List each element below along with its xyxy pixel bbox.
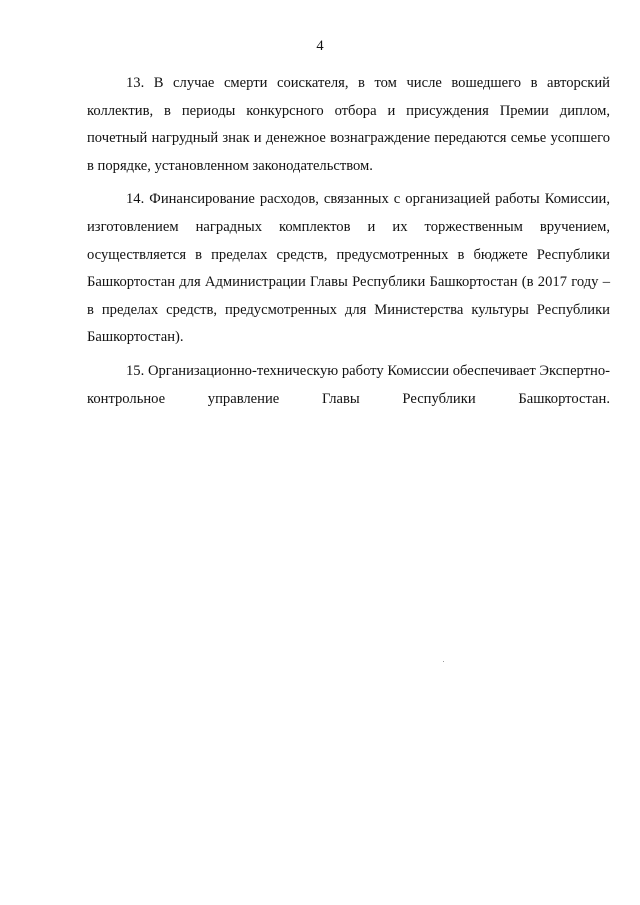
paragraph-15: 15. Организационно-техническую работу Комиссии обеспечивает Экспертно-контрольное управление Главы Республики Башкортостан. <box>87 362 610 407</box>
document-body <box>87 70 610 419</box>
paragraph-13: 13. В случае смерти соискателя, в том числе вошедшего в авторский коллектив, в периоды конкурсного отбора и присуждения Премии диплом, почетный нагрудный знак и денежное вознаграждение передаются семье усопшего в порядке, установленном законодательством. <box>87 75 610 174</box>
paragraph-14: 14. Финансирование расходов, связанных с организацией работы Комиссии, изготовлением наградных комплектов и их торжественным вручением, осуществляется в пределах средств, предусмотренных в бюджете Республики Башкортостан для Администрации Главы Республики Башкортостан (в 2017 году – в пределах средств, предусмотренных для Министерства культуры Республики Башкортостан). <box>87 191 610 346</box>
page-number: 4 <box>316 38 324 54</box>
scan-speck <box>443 661 444 662</box>
